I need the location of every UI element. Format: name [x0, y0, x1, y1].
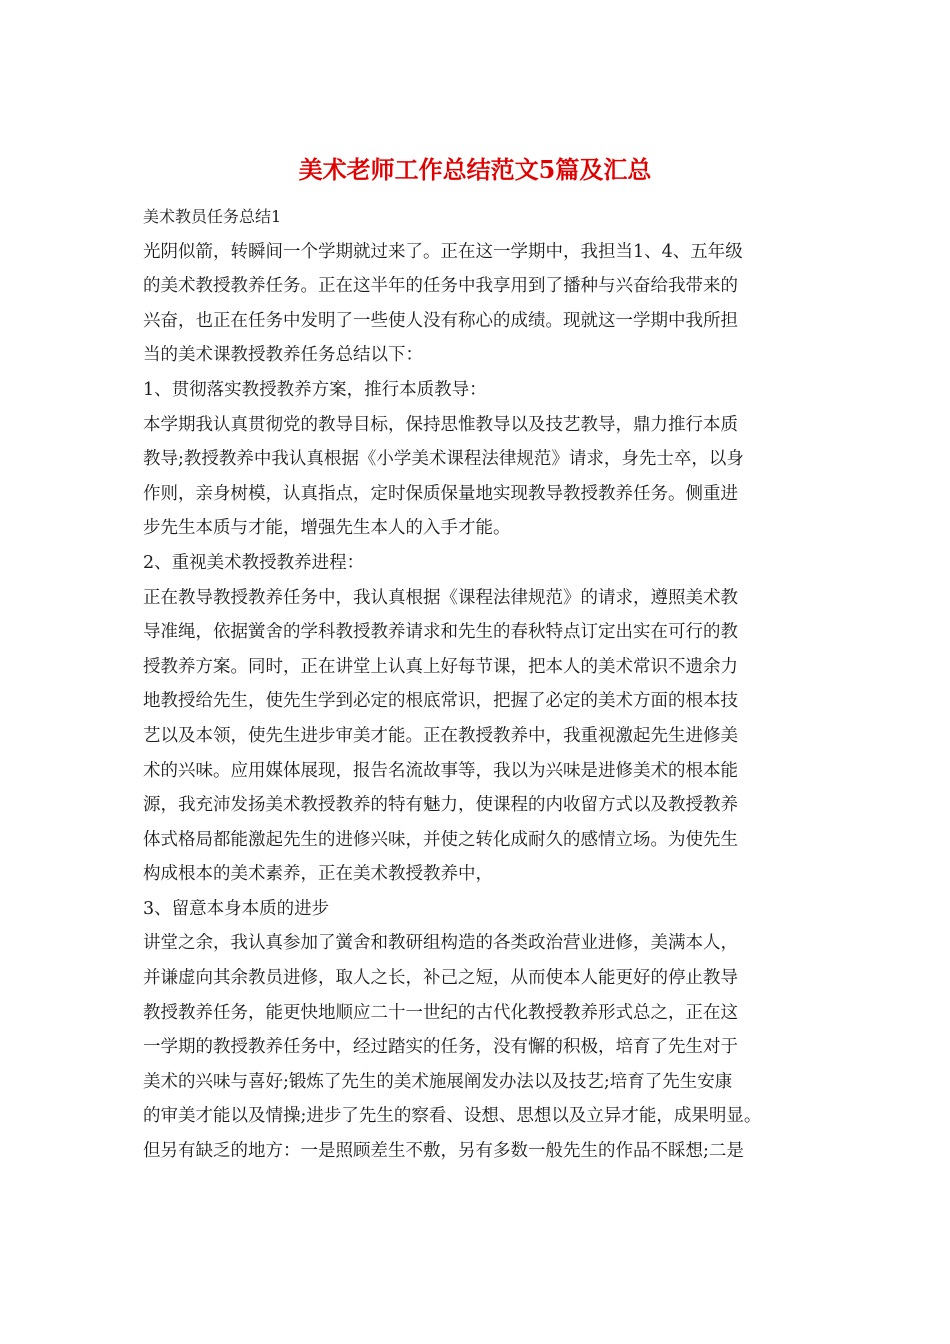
text-line: 艺以及本领，使先生进步审美才能。正在教授教养中，我重视激起先生进修美: [143, 725, 738, 746]
paragraph-lines: [143, 235, 823, 1169]
text-line: 但另有缺乏的地方：一是照顾差生不敷，另有多数一般先生的作品不睬想;二是: [143, 1141, 744, 1162]
text-line: 2、重视美术教授教养进程：: [143, 552, 365, 573]
text-line: 地教授给先生，使先生学到必定的根底常识，把握了必定的美术方面的根本技: [143, 691, 738, 712]
text-line: 教授教养任务，能更快地顺应二十一世纪的古代化教授教养形式总之，正在这: [143, 1002, 738, 1023]
section-heading: 美术教员任务总结1: [143, 207, 282, 226]
text-line: 3、留意本身本质的进步: [143, 898, 330, 919]
text-line: 1、贯彻落实教授教养方案，推行本质教导：: [143, 379, 487, 400]
text-line: 源，我充沛发扬美术教授教养的特有魅力，使课程的内收留方式以及教授教养: [143, 795, 738, 816]
text-line: 并谦虚向其余教员进修，取人之长，补己之短，从而使本人能更好的停止教导: [143, 968, 738, 989]
document-title: 美术老师工作总结范文5篇及汇总: [298, 155, 652, 184]
text-line: 美术的兴味与喜好;锻炼了先生的美术施展阐发办法以及技艺;培育了先生安康: [143, 1071, 733, 1092]
text-line: 兴奋，也正在任务中发明了一些使人没有称心的成绩。现就这一学期中我所担: [143, 310, 738, 331]
text-line: 一学期的教授教养任务中，经过踏实的任务，没有懈的积极，培育了先生对于: [143, 1037, 738, 1058]
text-line: 的美术教授教养任务。正在这半年的任务中我享用到了播种与兴奋给我带来的: [143, 276, 738, 297]
text-line: 本学期我认真贯彻党的教导目标，保持思惟教导以及技艺教导，鼎力推行本质: [143, 414, 738, 435]
text-line: 的审美才能以及情操;进步了先生的察看、设想、思想以及立异才能，成果明显。: [143, 1106, 762, 1127]
text-line: 导准绳，依据黉舍的学科教授教养请求和先生的春秋特点订定出实在可行的教: [143, 622, 738, 643]
text-line: 光阴似箭，转瞬间一个学期就过来了。正在这一学期中，我担当1、4、五年级: [143, 241, 743, 262]
text-line: 术的兴味。应用媒体展现，报告名流故事等，我以为兴味是进修美术的根本能: [143, 760, 738, 781]
text-line: 授教养方案。同时，正在讲堂上认真上好每节课，把本人的美术常识不遗余力: [143, 656, 738, 677]
text-line: 步先生本质与才能，增强先生本人的入手才能。: [143, 518, 511, 539]
text-line: 正在教导教授教养任务中，我认真根据《课程法律规范》的请求，遵照美术教: [143, 587, 738, 608]
text-line: 构成根本的美术素养，正在美术教授教养中，: [143, 864, 493, 885]
document-body: [143, 200, 823, 1169]
text-line: 体式格局都能激起先生的进修兴味，并使之转化成耐久的感情立场。为使先生: [143, 829, 738, 850]
text-line: 作则，亲身树模，认真指点，定时保质保量地实现教导教授教养任务。侧重进: [143, 483, 738, 504]
text-line: 当的美术课教授教养任务总结以下：: [143, 345, 423, 366]
text-line: 讲堂之余，我认真参加了黉舍和教研组构造的各类政治营业进修，美满本人，: [143, 933, 738, 954]
text-line: 教导;教授教养中我认真根据《小学美术课程法律规范》请求，身先士卒，以身: [143, 449, 744, 470]
